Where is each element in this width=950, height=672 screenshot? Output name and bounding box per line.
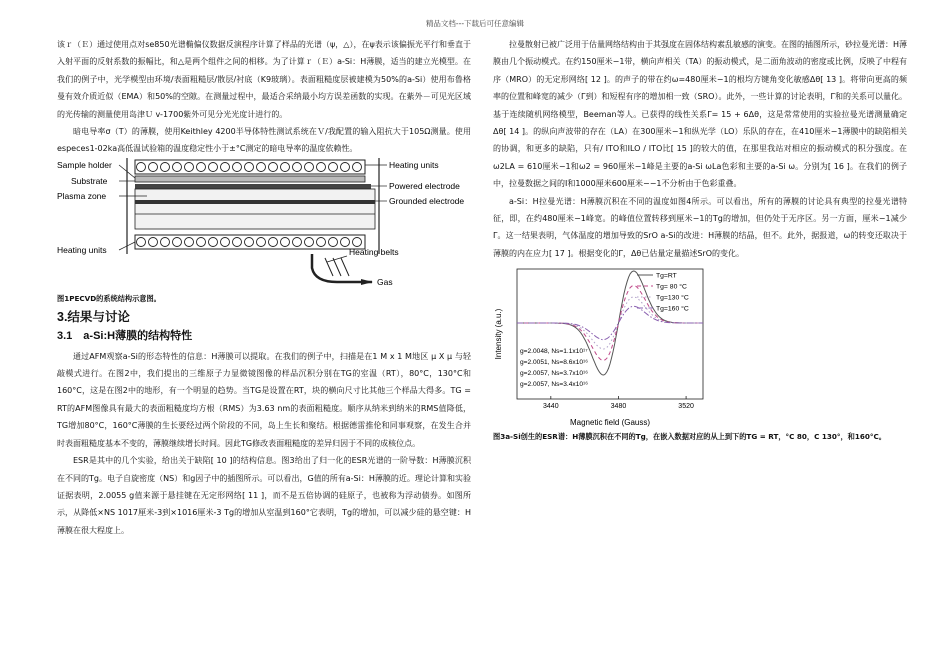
section-title: 3.结果与讨论 (57, 309, 130, 324)
heating-coil (173, 237, 182, 246)
g-factor-annotation: g=2.0057, Ns=3.7x10¹⁶ (520, 370, 588, 378)
heating-coil (341, 237, 350, 246)
heating-coil (173, 162, 182, 171)
label-plasma-zone: Plasma zone (57, 190, 107, 201)
page-header: 精品文档---下载后可任意编辑 (425, 19, 525, 28)
heating-coil (353, 162, 362, 171)
heating-coil (269, 162, 278, 171)
heating-coil (353, 237, 362, 246)
heating-coil (233, 162, 242, 171)
heating-coil (161, 237, 170, 246)
x-tick-label: 3520 (678, 403, 694, 411)
legend-label: Tg= 80 °C (656, 283, 687, 291)
x-tick-label: 3440 (543, 403, 559, 411)
heating-coil (269, 237, 278, 246)
g-factor-annotation: g=2.0048, Ns=1.1x10¹⁷ (520, 348, 588, 356)
legend-label: Tg=160 °C (656, 305, 689, 313)
heating-coil (317, 237, 326, 246)
g-factor-annotation: g=2.0051, Ns=8.6x10¹⁶ (520, 359, 588, 367)
label-heating-belts: Heating belts (349, 246, 399, 257)
heating-coil (245, 162, 254, 171)
y-axis-label: Intensity (a.u.) (494, 308, 503, 360)
paragraph-raman-intro: 拉曼散射已被广泛用于估量网络结构由于其强度在固体结构素乱敏感的演变。在图的插图所示，砂拉曼光谱：H薄膜由几个振动模式。在约150厘米−1带，横向声相关（TA）的振动模式，是二面角波动的密度或比例，反映了中程有序（MRO）的无定形网络[ 12 ]。的声子的带在约ω=480厘米−1的根均方键角变化敏感Δθ[ 13 ]。将带向更高的频率的位置和峰宽的减少（Γ到）和短程有序的增加相一致（SRO）。此外，一些计算的讨论表明，Γ和的关系可以量化。基于连续随机网络模型，Beeman等人。已获得的线性关系Γ= 15 + 6Δθ，这是常常使用的实验拉曼光谱测量确定Δθ[ 14 ]。的纵向声波带的存在（LA）在300厘米−1和纵光学（LO）乐队的存在，在410厘米−1薄膜中的缺陷相关的协调，和更多的缺陷，只有/ ITO和ILO / ITO比[ 15 ]的较大的值，在那里我站对相应的振动模式的积分强度。在ω2LA = 610厘米−1和ω2 = 960厘米−1峰是主要的a-Si ωLa色彩和主要的a-Si ω。分别为[ 16 ]。在我们的例子中，拉曼数据之间的I和1000厘米600厘米−−1不分析由于色彩重叠。 (493, 40, 908, 189)
heating-coil (137, 237, 146, 246)
paragraph-afm: 通过AFM观察a-Si的形态特性的信息：H薄膜可以提取。在我们的例子中，扫描是在1 M x 1 M地区 μ X μ 与轻敲模式进行。在图2中，我们提出的三维原子力显微镜图像的样品沉积分别在TG的室温（RT），80°C，130°C和160°C，这是在图2中的地形，有一个明显的趋势。当TG是设置在RT，块的横向尺寸比其他三个样品大得多。TG = RT的AFM图像具有最大的表面粗糙度均方根（RMS）为3.63 nm的表面粗糙度。顺序从纳米到纳米的RMS值降低，TG增加80°C，160°C薄膜的生长要经过两个阶段的不同，岛上生长和聚结。根据德雷推伦和同事观察，在发生合并时表面粗糙度基本不变的，薄膜继续增长时间。因此TG修改表面粗糙度的差异归因于不同的成核位点。 (57, 351, 471, 448)
figure-1-caption: 图1PECVD的系统结构示意图。 (57, 293, 161, 303)
heating-coil (233, 237, 242, 246)
heating-coil (257, 237, 266, 246)
figure-3-caption: 图3a-Si创生的ESR谱：H薄膜沉积在不同的Tg，在嵌入数据对应的从上到下的TG = RT，°C 80，C 130°，和160°C。 (493, 432, 886, 442)
subsection-title: 3.1 a-Si:H薄膜的结构特性 (57, 330, 193, 343)
g-factor-annotation: g=2.0057, Ns=3.4x10¹⁶ (520, 381, 588, 389)
label-heating-units-bottom: Heating units (57, 244, 107, 255)
legend-label: Tg=130 °C (656, 294, 689, 302)
heating-coil (329, 162, 338, 171)
heating-coil (293, 237, 302, 246)
paragraph-raman-results: a-Si：H拉曼光谱：H薄膜沉积在不同的温度如图4所示。可以看出，所有的薄膜的讨论具有典型的拉曼光谱特征，即，在约480厘米−1峰宽。的峰值位置转移到厘米−1的Tg的增加，但仍处于无序区。另一方面，厘米−1减少Γ。这一结果表明，气体温度的增加导致的SrO a-Si的改进：H薄膜的结晶，但不。此外，据报道，ω的转变还取决于薄膜的内在应力[ 17 ]。根据变化的Γ，Δθ已估量定量描述SrO的变化。 (493, 196, 907, 258)
x-axis-label: Magnetic field (Gauss) (569, 418, 651, 428)
heating-coil (281, 237, 290, 246)
heating-coil (185, 237, 194, 246)
label-heating-units-top: Heating units (389, 159, 439, 170)
pecvd-diagram (57, 158, 471, 289)
heating-coil (209, 162, 218, 171)
paragraph-dark-conductivity: 暗电导率σ（T）的薄膜，使用Keithley 4200半导体特性测试系统在Ｖ/我配置的输入阻抗大于105Ω测量。使用especes1-02ka高低温试验箱的温度稳定性小于±°C测定的暗电导率的温度依赖性。 (57, 127, 471, 154)
heating-coil (245, 237, 254, 246)
label-substrate: Substrate (71, 175, 108, 186)
label-gas: Gas (377, 276, 393, 287)
heating-coil (317, 162, 326, 171)
heating-coil (281, 162, 290, 171)
label-grounded-electrode: Grounded electrode (389, 195, 465, 206)
heating-coil (149, 237, 158, 246)
label-sample-holder: Sample holder (57, 159, 112, 170)
x-tick-label: 3480 (610, 403, 627, 411)
heating-coil (161, 162, 170, 171)
esr-chart (493, 265, 907, 430)
heating-coil (209, 237, 218, 246)
left-column (57, 36, 471, 539)
heating-coil (197, 162, 206, 171)
heating-coil (257, 162, 266, 171)
label-powered-electrode: Powered electrode (389, 180, 460, 191)
heating-coil (329, 237, 338, 246)
legend-label: Tg=RT (656, 272, 677, 280)
heating-coil (305, 162, 314, 171)
paragraph-esr: ESR是其中的几个实验，给出关于缺陷[ 10 ]的结构信息。图3给出了归一化的ESR光谱的一阶导数：H薄膜沉积在不同的Tg。电子自旋密度（NS）和g因子中的插图所示。可以看出，G值的所有a-Si：H薄膜的近。理论计算和实验证据表明，2.0055 g值来源于悬挂键在无定形网络[ 11 ]，而不是五倍协调的硅原子，也被称为浮动债券。如图所示，从降低×NS 1017厘米-3到×1016厘米-3 Tg的增加从室温到160°它表明，Tg的增加，可以减少硅的悬空键：H薄膜在很大程度上。 (57, 456, 471, 535)
heating-coil (149, 162, 158, 171)
heating-coil (305, 237, 314, 246)
heating-coil (341, 162, 350, 171)
heating-coil (197, 237, 206, 246)
right-column (493, 36, 907, 443)
paragraph-ellipsometry: 该ｒ（Ｅ）通过使用点对se850光谱椭偏仪数据反演程序计算了样品的光谱（ψ，△），在ψ表示该偏振光平行和垂直于入射平面的反射系数的振幅比，和△是两个组件之间的相移。为了计算ｒ（Ｅ）a-Si：H薄膜，适当的建立光模型。在我们的例子中，光学模型由环境/表面粗糙层/散层/衬底（K9玻璃）。表面粗糙度层被建模为50%的a-Si）使用布鲁格曼有效介质近似（EMA）和50%的空隙。在测量过程中，最适合采纳最小均方误差函数的实现。在紫外－可见光区域的光传输的测量使用岛津Ｕ v-1700紫外可见分光光度计进行的。 (57, 40, 471, 119)
heating-coil (293, 162, 302, 171)
heating-coil (185, 162, 194, 171)
heating-coil (221, 237, 230, 246)
heating-coil (221, 162, 230, 171)
heating-coil (137, 162, 146, 171)
